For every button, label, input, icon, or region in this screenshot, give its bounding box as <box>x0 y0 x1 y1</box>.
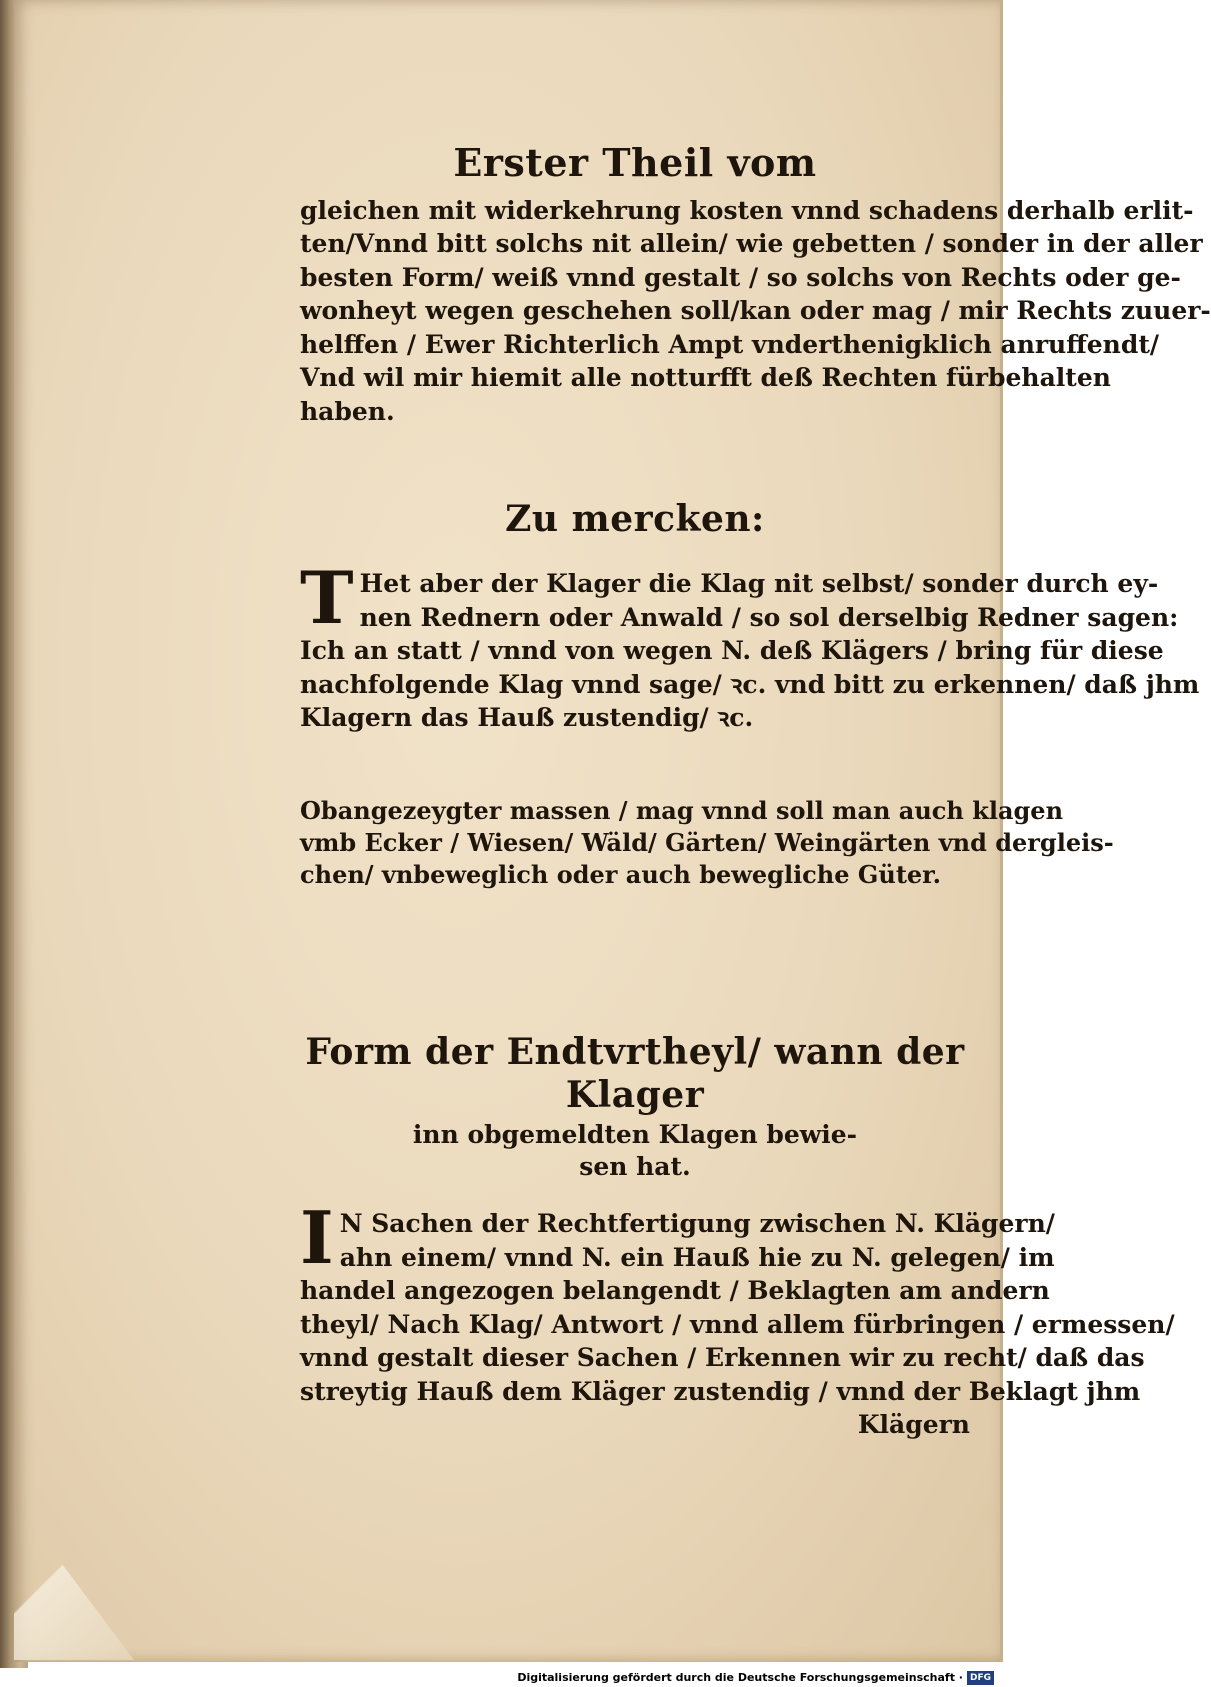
text-line: streytig Hauß dem Kläger zustendig / vnnd der Beklagt jhm <box>300 1376 1141 1406</box>
text-line: ten/Vnnd bitt solchs nit allein/ wie gebetten / sonder in der aller <box>300 229 1203 259</box>
text-line: helffen / Ewer Richterlich Ampt vnderthenigklich anruffendt/ <box>300 329 1159 359</box>
text-line: Klagern das Hauß zustendig/ ꝛc. <box>300 703 754 733</box>
text-line: nachfolgende Klag vnnd sage/ ꝛc. vnd bitt zu erkennen/ daß jhm <box>300 669 1200 699</box>
paragraph-2 <box>300 555 1200 735</box>
digitization-footer <box>0 1668 1000 1687</box>
paragraph-4 <box>300 1195 1175 1442</box>
text-line: Het aber der Klager die Klag nit selbst/ sonder durch ey- <box>359 569 1159 599</box>
text-line: gleichen mit widerkehrung kosten vnnd schadens derhalb erlit- <box>300 195 1194 225</box>
text-line: sen hat. <box>579 1152 691 1182</box>
section-heading-3-continuation <box>300 1119 970 1183</box>
footer-credit-text: Digitalisierung gefördert durch die Deutsche Forschungsgemeinschaft · <box>517 1671 963 1684</box>
section-heading-1: Erster Theil vom <box>453 140 817 185</box>
text-line: theyl/ Nach Klag/ Antwort / vnnd allem fürbringen / ermessen/ <box>300 1309 1175 1339</box>
catchword: Klägern <box>857 1410 970 1440</box>
text-line: handel angezogen belangendt / Beklagten am andern <box>300 1276 1050 1306</box>
text-line: vnnd gestalt dieser Sachen / Erkennen wir zu recht/ daß das <box>300 1343 1145 1373</box>
paragraph-3 <box>300 795 1114 891</box>
text-line: haben. <box>300 396 395 426</box>
text-line: chen/ vnbeweglich oder auch bewegliche Güter. <box>300 859 941 889</box>
page-text <box>300 140 1211 1442</box>
text-line: N Sachen der Rechtfertigung zwischen N. Klägern/ <box>339 1209 1055 1239</box>
text-line: nen Rednern oder Anwald / so sol derselbig Redner sagen: <box>359 602 1179 632</box>
text-line: vmb Ecker / Wiesen/ Wäld/ Gärten/ Weingärten vnd dergleis- <box>300 827 1114 857</box>
text-line: inn obgemeldten Klagen bewie- <box>412 1120 858 1150</box>
section-heading-2: Zu mercken: <box>505 498 765 541</box>
section-heading-3: Form der Endtvrtheyl/ wann der Klager <box>305 1030 965 1116</box>
text-line: Obangezeygter massen / mag vnnd soll man auch klagen <box>300 795 1064 825</box>
drop-capital: I <box>300 1195 334 1281</box>
text-line: besten Form/ weiß vnnd gestalt / so solchs von Rechts oder ge- <box>300 262 1181 292</box>
text-line: wonheyt wegen geschehen soll/kan oder mag / mir Rechts zuuer- <box>300 296 1211 326</box>
drop-capital: T <box>300 555 354 641</box>
paragraph-1 <box>300 194 1211 429</box>
text-line: ahn einem/ vnnd N. ein Hauß hie zu N. gelegen/ im <box>339 1242 1055 1272</box>
dfg-logo-icon: DFG <box>967 1671 994 1685</box>
text-line: Ich an statt / vnnd von wegen N. deß Klägers / bring für diese <box>300 636 1164 666</box>
text-line: Vnd wil mir hiemit alle notturfft deß Rechten fürbehalten <box>300 363 1111 393</box>
